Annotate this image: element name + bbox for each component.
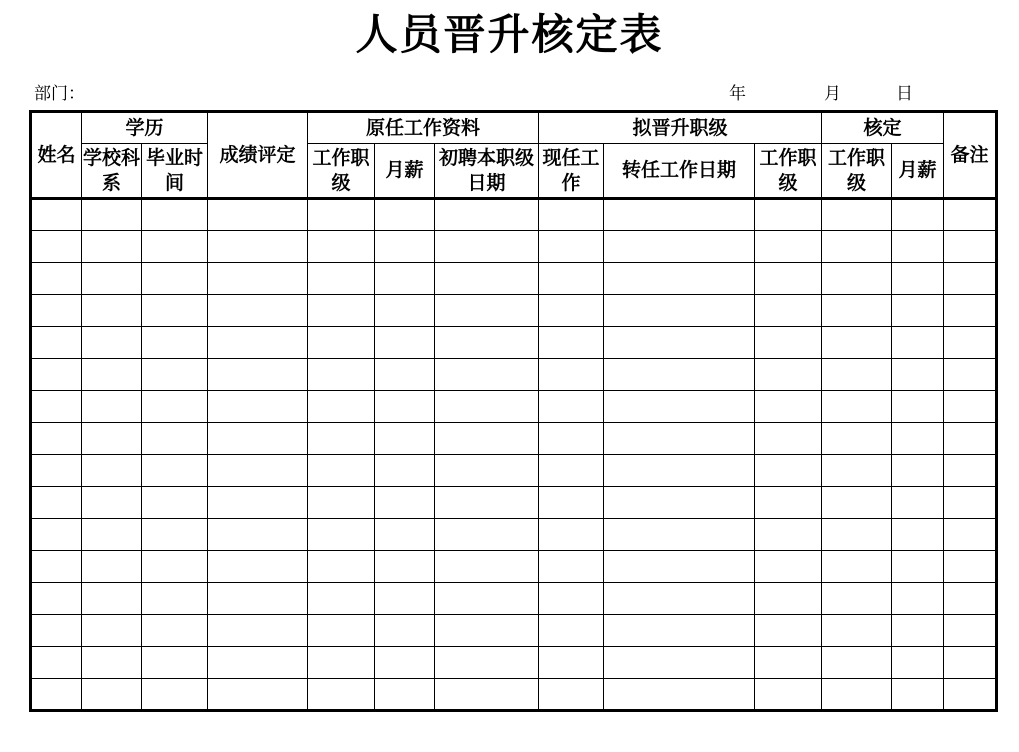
header-first-hire-date: 初聘本职级日期 [435,144,539,199]
table-cell[interactable] [822,423,892,455]
table-cell[interactable] [82,679,142,711]
table-cell[interactable] [375,679,435,711]
table-cell[interactable] [31,583,82,615]
table-cell[interactable] [604,199,755,231]
table-cell[interactable] [822,551,892,583]
table-cell[interactable] [944,583,997,615]
table-cell[interactable] [142,199,208,231]
table-cell[interactable] [308,391,375,423]
table-cell[interactable] [604,423,755,455]
table-cell[interactable] [31,679,82,711]
table-cell[interactable] [208,295,308,327]
table-row [31,551,997,583]
table-cell[interactable] [755,615,822,647]
table-cell[interactable] [375,199,435,231]
table-cell[interactable] [892,263,944,295]
table-cell[interactable] [604,487,755,519]
table-cell[interactable] [539,359,604,391]
table-cell[interactable] [892,487,944,519]
header-appr-grade: 工作职级 [822,144,892,199]
table-cell[interactable] [539,263,604,295]
table-cell[interactable] [539,423,604,455]
table-row [31,647,997,679]
table-cell[interactable] [308,583,375,615]
table-cell[interactable] [82,615,142,647]
table-cell[interactable] [944,423,997,455]
table-cell[interactable] [604,583,755,615]
table-cell[interactable] [31,519,82,551]
table-cell[interactable] [375,327,435,359]
table-row [31,391,997,423]
table-cell[interactable] [375,615,435,647]
table-cell[interactable] [142,231,208,263]
year-label: 年 [729,84,746,104]
table-cell[interactable] [375,263,435,295]
table-cell[interactable] [208,231,308,263]
header-current-work: 现任工作 [539,144,604,199]
table-cell[interactable] [944,455,997,487]
table-cell[interactable] [308,423,375,455]
table-cell[interactable] [308,455,375,487]
header-transfer-date: 转任工作日期 [604,144,755,199]
table-cell[interactable] [892,551,944,583]
table-cell[interactable] [944,615,997,647]
table-cell[interactable] [375,647,435,679]
table-cell[interactable] [822,455,892,487]
table-cell[interactable] [142,295,208,327]
header-approval: 核定 [822,112,944,144]
table-cell[interactable] [822,615,892,647]
table-cell[interactable] [208,647,308,679]
table-cell[interactable] [375,455,435,487]
table-row [31,615,997,647]
table-cell[interactable] [31,647,82,679]
table-cell[interactable] [31,455,82,487]
table-cell[interactable] [208,679,308,711]
table-cell[interactable] [822,199,892,231]
table-cell[interactable] [539,551,604,583]
table-cell[interactable] [604,295,755,327]
table-cell[interactable] [755,679,822,711]
table-cell[interactable] [82,551,142,583]
table-cell[interactable] [142,679,208,711]
table-row [31,423,997,455]
table-cell[interactable] [944,647,997,679]
table-cell[interactable] [435,551,539,583]
table-cell[interactable] [435,359,539,391]
table-cell[interactable] [944,359,997,391]
table-cell[interactable] [944,231,997,263]
table-cell[interactable] [892,295,944,327]
table-cell[interactable] [604,263,755,295]
table-cell[interactable] [375,519,435,551]
table-cell[interactable] [822,263,892,295]
table-cell[interactable] [604,615,755,647]
table-cell[interactable] [892,519,944,551]
table-cell[interactable] [539,583,604,615]
table-cell[interactable] [539,455,604,487]
table-cell[interactable] [142,263,208,295]
table-cell[interactable] [892,423,944,455]
table-cell[interactable] [539,199,604,231]
table-cell[interactable] [435,455,539,487]
table-cell[interactable] [208,487,308,519]
page-title: 人员晋升核定表 [355,10,664,59]
table-cell[interactable] [604,359,755,391]
table-cell[interactable] [435,327,539,359]
table-cell[interactable] [755,583,822,615]
table-cell[interactable] [755,327,822,359]
table-cell[interactable] [142,583,208,615]
table-cell[interactable] [755,519,822,551]
table-cell[interactable] [539,679,604,711]
table-cell[interactable] [208,199,308,231]
table-cell[interactable] [31,487,82,519]
table-cell[interactable] [435,487,539,519]
table-cell[interactable] [755,423,822,455]
table-cell[interactable] [755,231,822,263]
promotion-form-table [29,110,998,712]
table-cell[interactable] [539,615,604,647]
table-cell[interactable] [208,455,308,487]
table-cell[interactable] [308,327,375,359]
table-cell[interactable] [82,423,142,455]
table-cell[interactable] [308,295,375,327]
table-cell[interactable] [892,199,944,231]
table-cell[interactable] [755,391,822,423]
table-cell[interactable] [308,679,375,711]
table-row [31,199,997,231]
header-grad-time: 毕业时间 [142,144,208,199]
table-cell[interactable] [604,551,755,583]
table-cell[interactable] [755,551,822,583]
table-cell[interactable] [435,199,539,231]
table-cell[interactable] [539,295,604,327]
table-cell[interactable] [308,359,375,391]
table-cell[interactable] [82,327,142,359]
table-row [31,455,997,487]
table-cell[interactable] [604,455,755,487]
table-cell[interactable] [31,423,82,455]
table-cell[interactable] [944,551,997,583]
table-cell[interactable] [82,359,142,391]
table-cell[interactable] [892,455,944,487]
table-cell[interactable] [31,263,82,295]
header-original-job: 原任工作资料 [308,112,539,144]
table-cell[interactable] [892,583,944,615]
table-cell[interactable] [822,295,892,327]
table-cell[interactable] [375,295,435,327]
table-cell[interactable] [31,327,82,359]
table-cell[interactable] [375,423,435,455]
table-cell[interactable] [142,455,208,487]
table-cell[interactable] [142,391,208,423]
table-cell[interactable] [435,647,539,679]
table-cell[interactable] [308,647,375,679]
table-cell[interactable] [308,199,375,231]
table-cell[interactable] [604,647,755,679]
header-appr-salary: 月薪 [892,144,944,199]
table-cell[interactable] [375,391,435,423]
table-cell[interactable] [755,647,822,679]
table-cell[interactable] [944,327,997,359]
table-cell[interactable] [308,519,375,551]
table-cell[interactable] [435,583,539,615]
table-cell[interactable] [142,327,208,359]
table-cell[interactable] [944,391,997,423]
table-row [31,679,997,711]
table-cell[interactable] [142,423,208,455]
table-cell[interactable] [435,263,539,295]
table-row [31,327,997,359]
table-cell[interactable] [435,615,539,647]
table-cell[interactable] [755,295,822,327]
table-cell[interactable] [539,647,604,679]
table-cell[interactable] [755,263,822,295]
table-cell[interactable] [822,359,892,391]
table-cell[interactable] [604,679,755,711]
table-cell[interactable] [208,327,308,359]
table-cell[interactable] [208,583,308,615]
table-cell[interactable] [944,295,997,327]
table-cell[interactable] [308,615,375,647]
table-cell[interactable] [375,487,435,519]
table-cell[interactable] [435,519,539,551]
table-cell[interactable] [82,199,142,231]
header-remarks: 备注 [944,112,997,199]
table-cell[interactable] [31,615,82,647]
table-cell[interactable] [82,487,142,519]
table-cell[interactable] [82,295,142,327]
table-cell[interactable] [31,359,82,391]
table-cell[interactable] [31,295,82,327]
header-prop-grade: 工作职级 [755,144,822,199]
table-cell[interactable] [822,583,892,615]
table-cell[interactable] [944,199,997,231]
table-row [31,263,997,295]
table-cell[interactable] [822,487,892,519]
table-cell[interactable] [82,647,142,679]
table-cell[interactable] [604,519,755,551]
table-cell[interactable] [604,327,755,359]
table-cell[interactable] [892,327,944,359]
table-cell[interactable] [82,263,142,295]
table-cell[interactable] [435,295,539,327]
table-cell[interactable] [82,391,142,423]
table-cell[interactable] [31,231,82,263]
table-cell[interactable] [944,679,997,711]
table-cell[interactable] [208,263,308,295]
table-cell[interactable] [755,199,822,231]
table-cell[interactable] [308,263,375,295]
table-cell[interactable] [944,519,997,551]
month-label: 月 [824,84,841,104]
table-cell[interactable] [435,231,539,263]
table-cell[interactable] [892,679,944,711]
table-cell[interactable] [755,487,822,519]
table-cell[interactable] [31,551,82,583]
table-row [31,359,997,391]
table-cell[interactable] [375,583,435,615]
header-performance: 成绩评定 [208,112,308,199]
header-name: 姓名 [31,112,82,199]
table-cell[interactable] [31,199,82,231]
table-cell[interactable] [208,519,308,551]
table-cell[interactable] [375,359,435,391]
table-cell[interactable] [308,487,375,519]
table-cell[interactable] [82,455,142,487]
table-cell[interactable] [892,391,944,423]
table-cell[interactable] [822,391,892,423]
table-cell[interactable] [142,519,208,551]
table-cell[interactable] [435,423,539,455]
table-cell[interactable] [892,615,944,647]
header-orig-grade: 工作职级 [308,144,375,199]
table-cell[interactable] [539,519,604,551]
table-cell[interactable] [435,391,539,423]
table-cell[interactable] [208,391,308,423]
table-cell[interactable] [822,519,892,551]
table-cell[interactable] [308,551,375,583]
table-cell[interactable] [142,551,208,583]
table-cell[interactable] [822,327,892,359]
table-cell[interactable] [208,551,308,583]
table-cell[interactable] [892,647,944,679]
table-cell[interactable] [944,487,997,519]
table-cell[interactable] [142,359,208,391]
table-cell[interactable] [82,231,142,263]
table-cell[interactable] [142,615,208,647]
header-proposed-grade: 拟晋升职级 [539,112,822,144]
header-school-dept: 学校科系 [82,144,142,199]
table-cell[interactable] [539,391,604,423]
table-row [31,295,997,327]
table-cell[interactable] [82,519,142,551]
table-row [31,519,997,551]
table-cell[interactable] [208,359,308,391]
table-cell[interactable] [604,391,755,423]
table-cell[interactable] [142,487,208,519]
table-cell[interactable] [31,391,82,423]
table-cell[interactable] [892,359,944,391]
table-cell[interactable] [755,359,822,391]
header-education: 学历 [82,112,208,144]
table-cell[interactable] [435,679,539,711]
table-cell[interactable] [308,231,375,263]
table-cell[interactable] [944,263,997,295]
header-orig-salary: 月薪 [375,144,435,199]
table-row [31,487,997,519]
department-label: 部门： [34,84,85,104]
table-cell[interactable] [604,231,755,263]
table-cell[interactable] [142,647,208,679]
table-row [31,583,997,615]
day-label: 日 [896,84,913,104]
table-cell[interactable] [539,487,604,519]
table-cell[interactable] [375,551,435,583]
table-cell[interactable] [208,423,308,455]
table-cell[interactable] [375,231,435,263]
table-cell[interactable] [892,231,944,263]
table-row [31,231,997,263]
table-cell[interactable] [208,615,308,647]
table-cell[interactable] [822,679,892,711]
table-cell[interactable] [82,583,142,615]
table-cell[interactable] [822,647,892,679]
table-cell[interactable] [822,231,892,263]
table-cell[interactable] [755,455,822,487]
table-cell[interactable] [539,327,604,359]
table-cell[interactable] [539,231,604,263]
